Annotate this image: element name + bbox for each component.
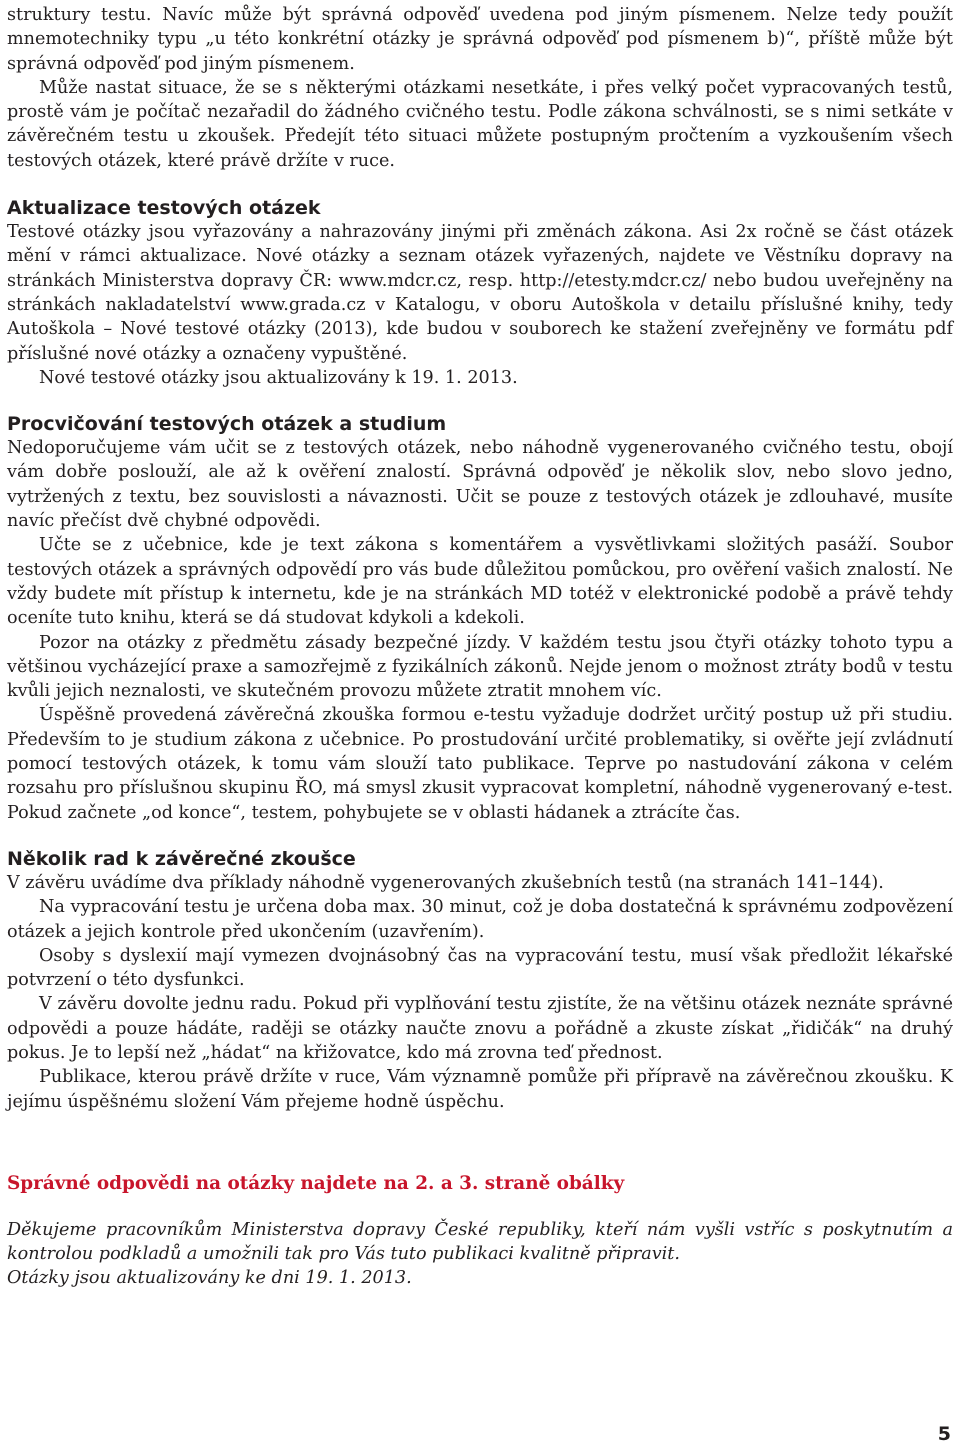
- section-rady: [7, 847, 953, 1114]
- aktualizace-paragraph-2: Nové testové otázky jsou aktualizovány k 19. 1. 2013.: [39, 367, 518, 388]
- acknowledgement-section: [7, 1218, 953, 1291]
- note-section: [7, 1172, 953, 1196]
- rady-paragraph-5: Publikace, kterou právě držíte v ruce, Vám významně pomůže při přípravě na závěrečnou zkoušku. K jejímu úspěšnému složení Vám přejeme hodně úspěchu.: [7, 1067, 953, 1112]
- intro-section: [7, 0, 953, 173]
- rady-paragraph-2: Na vypracování testu je určena doba max. 30 minut, což je doba dostatečná k správnému zodpovězení otázek a jejich kontrole před ukončením (uzavřením).: [7, 897, 953, 942]
- section-heading-procvicovani: Procvičování testových otázek a studium: [7, 413, 447, 436]
- section-aktualizace: [7, 196, 953, 390]
- answers-note: Správné odpovědi na otázky najdete na 2. a 3. straně obálky: [7, 1172, 625, 1194]
- aktualizace-paragraph-1: Testové otázky jsou vyřazovány a nahrazovány jinými při změnách zákona. Asi 2x ročně se část otázek mění v rámci aktualizace. Nové otázky a seznam otázek vyřazených, najdete ve Věstníku dopravy na stránkách Ministerstva dopravy ČR: www.mdcr.cz, resp. http://etesty.mdcr.cz/ nebo budou uveřejněny na stránkách nakladatelství www.grada.cz v Katalogu, v oboru Autoškola v detailu příslušné knihy, tedy Autoškola – Nové testové otázky (2013), kde budou v souborech ke stažení zveřejněny ve formátu pdf příslušné nové otázky a označeny vypuštěné.: [7, 222, 953, 364]
- acknowledgement-text: Děkujeme pracovníkům Ministerstva dopravy České republiky, kteří nám vyšli vstříc s poskytnutím a kontrolou podkladů a umožnili tak pro Vás tuto publikaci kvalitně připravit.: [7, 1219, 953, 1265]
- section-heading-rady: Několik rad k závěrečné zkoušce: [7, 847, 356, 870]
- rady-paragraph-3: Osoby s dyslexií mají vymezen dvojnásobný čas na vypracování testu, musí však předložit lékařské potvrzení o této dysfunkci.: [7, 945, 953, 991]
- intro-paragraph-1: struktury testu. Navíc může být správná odpověď uvedena pod jiným písmenem. Nelze tedy použít mnemotechniky typu „u této konkrétní otázky je správná odpověď pod písmenem b)“, příště může být správná odpověď pod jiným písmenem.: [7, 5, 953, 74]
- procvicovani-paragraph-4: Úspěšně provedená závěrečná zkouška formou e-testu vyžaduje dodržet určitý postup už při studiu. Především to je studium zákona z učebnice. Po prostudování určité problematiky, si ověřte její zvládnutí pomocí testových otázek, k tomu vám slouží tato publikace. Teprve po nastudování zákona v celém rozsahu pro příslušnou skupinu ŘO, má smysl zkusit vypracovat kompletní, náhodně vygenerovaný e-test. Pokud začnete „od konce“, testem, pohybujete se v oblasti hádanek a ztrácíte čas.: [7, 705, 953, 823]
- procvicovani-paragraph-1: Nedoporučujeme vám učit se z testových otázek, nebo náhodně vygenerovaného cvičného testu, obojí vám dobře poslouží, ale až k ověření znalostí. Správná odpověď je několik slov, nebo slovo jedno, vytržených z textu, bez souvislosti a návaznosti. Učit se pouze z testových otázek je zdlouhavé, musíte navíc přečíst dvě chybné odpovědi.: [7, 438, 953, 532]
- rady-paragraph-4: V závěru dovolte jednu radu. Pokud při vyplňování testu zjistíte, že na většinu otázek neznáte správné odpovědi a pouze hádáte, raději se otázky naučte znovu a pořádně a zkuste získat „řidičák“ na druhý pokus. Je to lepší než „hádat“ na křižovatce, kdo má zrovna teď přednost.: [7, 994, 953, 1063]
- section-heading-aktualizace: Aktualizace testových otázek: [7, 197, 321, 220]
- section-procvicovani: [7, 412, 953, 825]
- procvicovani-paragraph-2: Učte se z učebnice, kde je text zákona s komentářem a vysvětlivkami složitých pasáží. Soubor testových otázek a správných odpovědí pro vás bude důležitou pomůckou, pro ověření vašich znalostí. Ne vždy budete mít přístup k internetu, kde je na stránkách MD totéž v elektronické podobě a právě tehdy oceníte tuto knihu, která se dá studovat kdykoli a kdekoli.: [7, 535, 953, 629]
- page-content: [7, 0, 953, 1291]
- page-number: 5: [937, 1423, 951, 1445]
- update-date-text: Otázky jsou aktualizovány ke dni 19. 1. 2013.: [7, 1268, 412, 1289]
- procvicovani-paragraph-3: Pozor na otázky z předmětu zásady bezpečné jízdy. V každém testu jsou čtyři otázky tohoto typu a většinou vycházející praxe a samozřejmě z fyzikálních zákonů. Nejde jenom o možnost ztráty bodů v testu kvůli jejich neznalosti, ve skutečném provozu můžete ztratit mnohem víc.: [7, 632, 953, 702]
- rady-paragraph-1: V závěru uvádíme dva příklady náhodně vygenerovaných zkušebních testů (na stranách 141–144).: [7, 872, 884, 893]
- intro-paragraph-2: Může nastat situace, že se s některými otázkami nesetkáte, i přes velký počet vypracovaných testů, prostě vám je počítač nezařadil do žádného cvičného testu. Podle zákona schválnosti, se s nimi setkáte v závěrečném testu u zkoušek. Předejít této situaci můžete postupným pročtením a vyzkoušením všech testových otázek, které právě držíte v ruce.: [7, 77, 953, 171]
